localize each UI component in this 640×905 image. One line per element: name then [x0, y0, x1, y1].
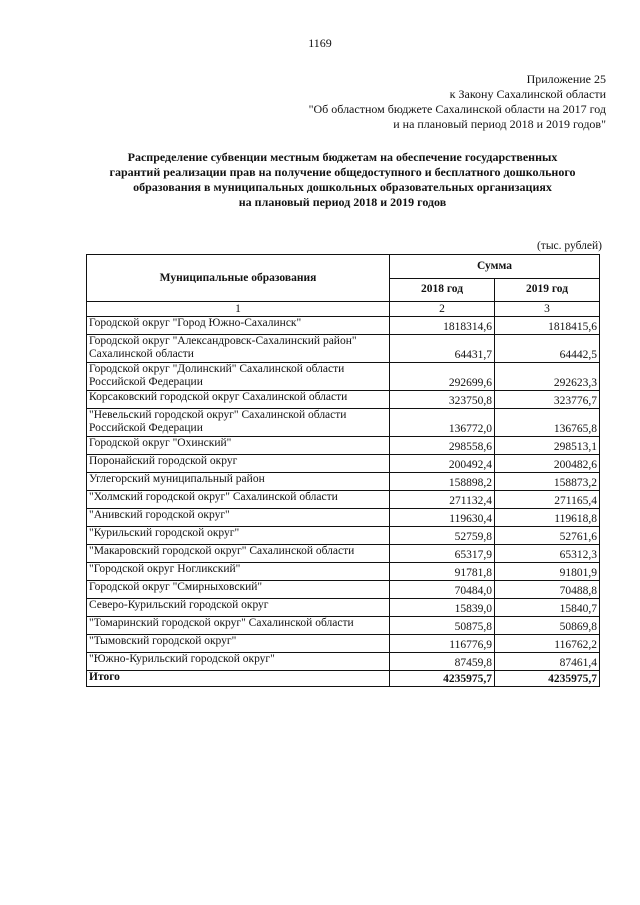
municipality-name: "Городской округ Ногликский" [87, 563, 390, 581]
header-sum: Сумма [390, 255, 600, 279]
table-row [87, 509, 600, 527]
municipality-name: Углегорский муниципальный район [87, 473, 390, 491]
header-municipal: Муниципальные образования [87, 255, 390, 302]
amount-2019: 87461,4 [495, 653, 600, 671]
municipality-name: Городской округ "Смирныховский" [87, 581, 390, 599]
table-row [87, 317, 600, 335]
total-2019: 4235975,7 [495, 671, 600, 687]
table-row [87, 335, 600, 363]
municipality-name: "Курильский городской округ" [87, 527, 390, 545]
table-row [87, 363, 600, 391]
amount-2018: 70484,0 [390, 581, 495, 599]
table-row [87, 473, 600, 491]
title-line: на плановый период 2018 и 2019 годов [238, 195, 447, 209]
amount-2018: 323750,8 [390, 391, 495, 409]
table-row [87, 437, 600, 455]
amount-2019: 271165,4 [495, 491, 600, 509]
amount-2019: 298513,1 [495, 437, 600, 455]
amount-2018: 1818314,6 [390, 317, 495, 335]
amount-2018: 271132,4 [390, 491, 495, 509]
amount-2018: 136772,0 [390, 409, 495, 437]
municipality-name: "Тымовский городской округ" [87, 635, 390, 653]
amount-2018: 15839,0 [390, 599, 495, 617]
table-row [87, 563, 600, 581]
amount-2019: 65312,3 [495, 545, 600, 563]
municipality-name: Северо-Курильский городской округ [87, 599, 390, 617]
amount-2018: 64431,7 [390, 335, 495, 363]
municipality-name: Городской округ "Город Южно-Сахалинск" [87, 317, 390, 335]
title-line: образования в муниципальных дошкольных образовательных организациях [133, 180, 552, 194]
appendix-line: и на плановый период 2018 и 2019 годов" [393, 117, 606, 131]
amount-2019: 292623,3 [495, 363, 600, 391]
municipality-name: "Анивский городской округ" [87, 509, 390, 527]
table-row [87, 581, 600, 599]
amount-2019: 136765,8 [495, 409, 600, 437]
amount-2018: 292699,6 [390, 363, 495, 391]
amount-2019: 116762,2 [495, 635, 600, 653]
amount-2018: 119630,4 [390, 509, 495, 527]
municipality-name: Поронайский городской округ [87, 455, 390, 473]
table-row [87, 409, 600, 437]
header-2018: 2018 год [390, 278, 495, 302]
column-number: 3 [495, 302, 600, 317]
amount-2018: 200492,4 [390, 455, 495, 473]
appendix-header [186, 72, 606, 132]
title-line: Распределение субвенции местным бюджетам на обеспечение государственных [127, 150, 558, 164]
amount-2019: 1818415,6 [495, 317, 600, 335]
amount-2018: 116776,9 [390, 635, 495, 653]
municipality-name: "Холмский городской округ" Сахалинской области [87, 491, 390, 509]
amount-2018: 158898,2 [390, 473, 495, 491]
municipality-name: "Томаринский городской округ" Сахалинской области [87, 617, 390, 635]
header-2019: 2019 год [495, 278, 600, 302]
amount-2018: 298558,6 [390, 437, 495, 455]
amount-2019: 70488,8 [495, 581, 600, 599]
table-row [87, 617, 600, 635]
title-line: гарантий реализации прав на получение общедоступного и бесплатного дошкольного [109, 165, 576, 179]
column-number: 1 [87, 302, 390, 317]
amount-2019: 158873,2 [495, 473, 600, 491]
municipality-name: "Макаровский городской округ" Сахалинской области [87, 545, 390, 563]
units-label: (тыс. рублей) [536, 240, 602, 252]
subvention-table [86, 254, 600, 687]
amount-2019: 64442,5 [495, 335, 600, 363]
amount-2019: 15840,7 [495, 599, 600, 617]
table-row [87, 545, 600, 563]
table-row [87, 491, 600, 509]
table-row [87, 391, 600, 409]
table-row [87, 599, 600, 617]
appendix-line: Приложение 25 [526, 72, 606, 86]
municipality-name: "Невельский городской округ" Сахалинской области Российской Федерации [87, 409, 390, 437]
table-row [87, 527, 600, 545]
amount-2018: 50875,8 [390, 617, 495, 635]
document-title [90, 150, 595, 210]
total-label: Итого [87, 671, 390, 687]
page-number: 1169 [308, 36, 332, 50]
amount-2019: 50869,8 [495, 617, 600, 635]
amount-2018: 91781,8 [390, 563, 495, 581]
municipality-name: Городской округ "Александровск-Сахалинский район" Сахалинской области [87, 335, 390, 363]
municipality-name: Городской округ "Долинский" Сахалинской области Российской Федерации [87, 363, 390, 391]
amount-2018: 65317,9 [390, 545, 495, 563]
amount-2019: 52761,6 [495, 527, 600, 545]
amount-2019: 323776,7 [495, 391, 600, 409]
amount-2018: 52759,8 [390, 527, 495, 545]
total-row [87, 671, 600, 687]
appendix-line: к Закону Сахалинской области [449, 87, 606, 101]
amount-2019: 200482,6 [495, 455, 600, 473]
column-number: 2 [390, 302, 495, 317]
amount-2019: 119618,8 [495, 509, 600, 527]
municipality-name: "Южно-Курильский городской округ" [87, 653, 390, 671]
municipality-name: Городской округ "Охинский" [87, 437, 390, 455]
amount-2018: 87459,8 [390, 653, 495, 671]
table-row [87, 635, 600, 653]
appendix-line: "Об областном бюджете Сахалинской области на 2017 год [308, 102, 606, 116]
total-2018: 4235975,7 [390, 671, 495, 687]
municipality-name: Корсаковский городской округ Сахалинской области [87, 391, 390, 409]
table-row [87, 653, 600, 671]
table-row [87, 455, 600, 473]
amount-2019: 91801,9 [495, 563, 600, 581]
